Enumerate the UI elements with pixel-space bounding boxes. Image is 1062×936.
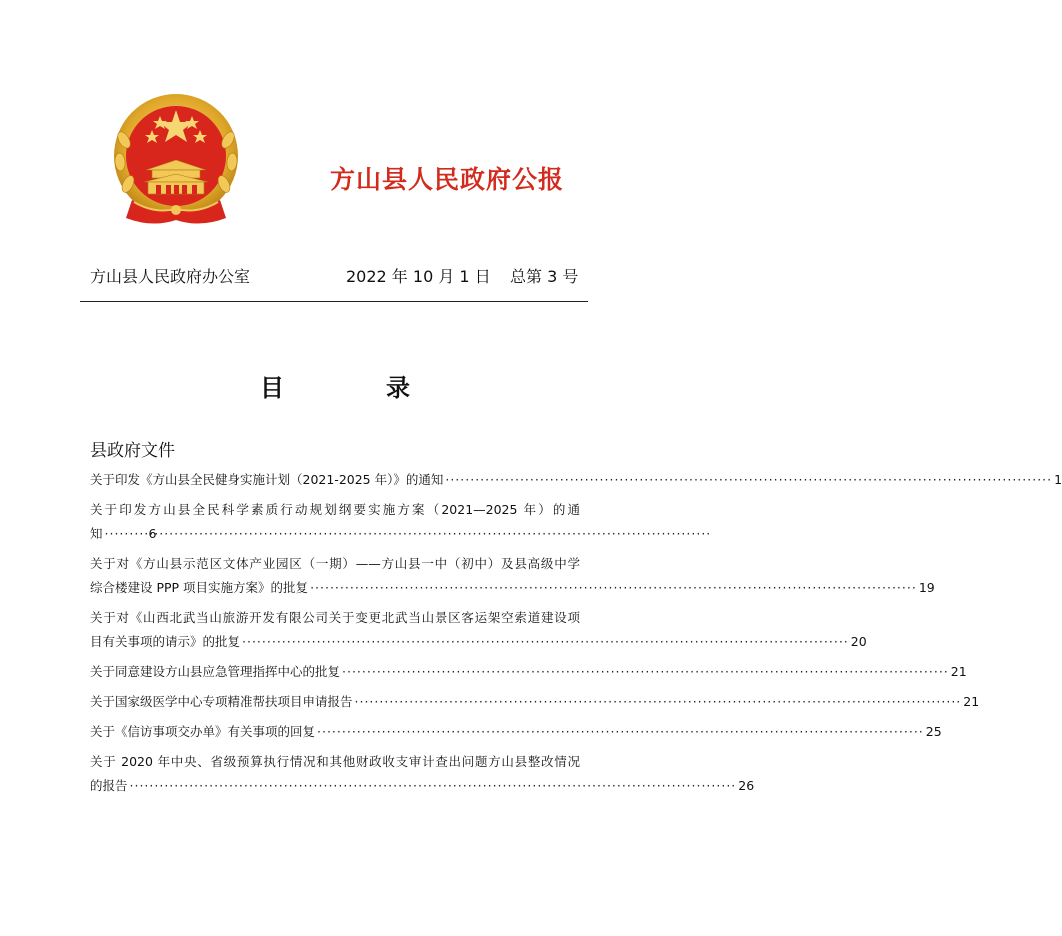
issuing-office: 方山县人民政府办公室	[90, 267, 251, 286]
national-emblem-icon	[104, 90, 248, 230]
toc-entry-title: 关于对《山西北武当山旅游开发有限公司关于变更北武当山景区客运架空索道建设项	[90, 610, 580, 625]
toc-leader	[310, 576, 917, 600]
toc-entry-title: 关于《信访事项交办单》有关事项的回复	[90, 724, 316, 739]
toc-entry-title: 关于对《方山县示范区文体产业园区（一期）——方山县一中（初中）及县高级中学	[90, 556, 580, 571]
toc-page-number: 6	[148, 526, 157, 541]
toc-entry[interactable]	[90, 690, 980, 714]
toc-leader	[130, 774, 737, 798]
toc-page-number: 21	[963, 694, 980, 709]
toc-leader	[342, 660, 949, 684]
toc-entry-title: 关于印发《方山县全民健身实施计划（2021-2025 年）》的通知	[90, 472, 444, 487]
toc-page-number: 26	[738, 778, 755, 793]
issue-number: 总第 3 号	[510, 267, 579, 286]
toc-entry[interactable]	[90, 552, 935, 600]
gazette-title: 方山县人民政府公报	[330, 165, 565, 194]
toc-page-number: 1	[1054, 472, 1062, 487]
toc-leader	[317, 720, 924, 744]
toc-page-number: 20	[850, 634, 867, 649]
toc-entry[interactable]	[90, 750, 755, 798]
toc-entry-title: 关于 2020 年中央、省级预算执行情况和其他财政收支审计查出问题方山县整改情况	[90, 754, 580, 769]
toc-entry[interactable]	[90, 660, 967, 684]
toc-leader	[445, 468, 1052, 492]
toc-list	[90, 468, 1062, 798]
toc-leader	[242, 630, 849, 654]
toc-entry[interactable]	[90, 606, 867, 654]
toc-entry-title-cont: 目有关事项的请示》的批复	[90, 634, 241, 649]
issue-date: 2022 年 10 月 1 日	[346, 267, 491, 286]
toc-entry-title: 关于同意建设方山县应急管理指挥中心的批复	[90, 664, 341, 679]
masthead-divider	[80, 301, 588, 302]
toc-leader	[355, 690, 962, 714]
toc-section-title: 县政府文件	[90, 441, 175, 461]
toc-entry[interactable]	[90, 468, 1062, 492]
toc-page-number: 25	[925, 724, 942, 739]
toc-page-number: 21	[950, 664, 967, 679]
toc-heading-char-1: 目	[260, 373, 284, 402]
toc-entry[interactable]	[90, 720, 942, 744]
toc-entry-title-cont: 综合楼建设 PPP 项目实施方案》的批复	[90, 580, 309, 595]
toc-entry-title-cont: 知	[90, 526, 103, 541]
toc-entry[interactable]	[90, 498, 580, 546]
toc-entry-title: 关于国家级医学中心专项精准帮扶项目申请报告	[90, 694, 353, 709]
toc-page-number: 19	[918, 580, 935, 595]
toc-heading	[260, 368, 410, 404]
masthead	[90, 264, 580, 286]
toc-entry-title: 关于印发方山县全民科学素质行动规划纲要实施方案（2021—2025 年）的通	[90, 502, 580, 517]
toc-entry-title-cont: 的报告	[90, 778, 128, 793]
toc-heading-char-2: 录	[386, 373, 410, 402]
toc-leader	[105, 522, 147, 546]
